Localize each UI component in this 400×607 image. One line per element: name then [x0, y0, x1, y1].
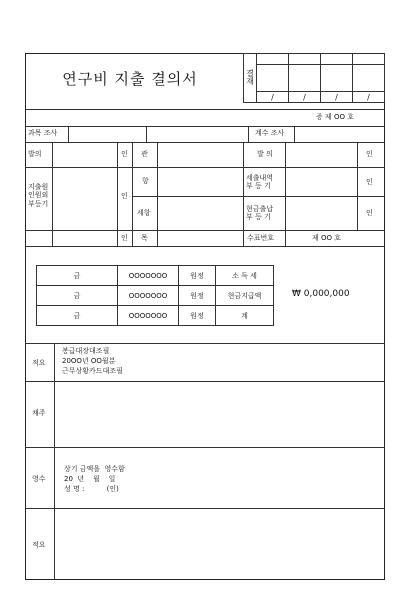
divider — [157, 142, 158, 246]
approval-box — [243, 53, 385, 103]
amount-table — [36, 265, 274, 326]
amount-unit: 원정 — [179, 286, 216, 306]
divider — [132, 196, 384, 197]
receipt-line: 20 년 월 일 — [64, 475, 116, 483]
divider — [25, 142, 385, 143]
divider — [243, 142, 244, 246]
approval-sign-cell[interactable] — [353, 65, 385, 92]
divider — [68, 126, 69, 142]
seal-mark: 인 — [366, 209, 373, 217]
approval-date: / — [353, 92, 385, 103]
amount-value: OOOOOOO — [118, 286, 179, 306]
audit-label: 계수 조사 — [255, 129, 285, 137]
proposal-label: 발 의 — [257, 150, 273, 158]
amount-row — [37, 286, 274, 306]
divider — [25, 109, 385, 110]
divider — [117, 142, 118, 246]
subject-label: 과목 조사 — [28, 129, 58, 137]
divider — [25, 508, 385, 509]
divider — [25, 381, 385, 382]
amount-unit: 원정 — [179, 266, 216, 286]
seal-mark: 인 — [121, 192, 128, 200]
form-title: 연구비 지출 결의서 — [62, 70, 198, 88]
receipt-label: 영수 — [32, 475, 46, 483]
approval-sign-cell[interactable] — [321, 65, 353, 92]
debtor-label: 채주 — [32, 409, 46, 417]
divider — [294, 126, 295, 142]
divider — [25, 126, 385, 127]
amount-item: 현금지급액 — [216, 286, 274, 306]
summary-line: 20OO년 OO월분 — [62, 357, 116, 365]
divider — [25, 447, 385, 448]
receipt-line: 상기 금액을 영수함 — [64, 465, 125, 473]
divider — [25, 343, 385, 344]
divider — [54, 343, 55, 580]
amount-unit: 원정 — [179, 306, 216, 326]
account-label: 목 — [141, 234, 148, 242]
amount-item: 소 득 세 — [216, 266, 274, 286]
approval-cell[interactable] — [257, 54, 289, 65]
divider — [25, 230, 385, 231]
seal-mark: 인 — [366, 178, 373, 186]
amount-label: 금 — [37, 306, 118, 326]
amount-row — [37, 266, 274, 286]
amount-label: 금 — [37, 286, 118, 306]
item-label: 항 — [142, 177, 149, 185]
approval-date: / — [257, 92, 289, 103]
seal-mark: 인 — [366, 150, 373, 158]
expense-ledger-label: 세출내역 부 등 기 — [246, 174, 274, 191]
remarks-label: 적요 — [32, 541, 46, 549]
divider — [52, 142, 53, 246]
subitem-label: 세항 — [137, 209, 151, 217]
divider — [146, 126, 147, 142]
approval-cell[interactable] — [353, 54, 385, 65]
cash-ledger-label: 현금출납 부 등 기 — [246, 205, 274, 222]
amount-label: 금 — [37, 266, 118, 286]
ledger-label: 지출원 인원외 부등기 — [28, 183, 49, 208]
seal-mark: 인 — [121, 150, 128, 158]
management-label: 관 — [141, 150, 148, 158]
proposal-label: 발의 — [28, 150, 42, 158]
approval-label: 결재 — [244, 54, 257, 103]
amount-row — [37, 306, 274, 326]
summary-line: 봉급대장대조필 — [62, 347, 110, 355]
check-number-value: 제 OO 호 — [312, 234, 341, 242]
check-number-label: 수표번호 — [247, 234, 275, 242]
approval-date: / — [289, 92, 321, 103]
divider — [25, 167, 385, 168]
divider — [248, 126, 249, 142]
divider — [132, 142, 133, 246]
approval-sign-cell[interactable] — [289, 65, 321, 92]
divider — [25, 246, 385, 247]
summary-label: 적요 — [32, 359, 46, 367]
approval-cell[interactable] — [289, 54, 321, 65]
approval-sign-cell[interactable] — [257, 65, 289, 92]
approval-cell[interactable] — [321, 54, 353, 65]
voucher-number: 증 제 OO 호 — [316, 113, 354, 121]
divider — [357, 142, 358, 230]
seal-mark: 인 — [121, 234, 128, 242]
summary-line: 근무상황카드대조필 — [62, 367, 123, 375]
divider — [285, 142, 286, 246]
total-amount: ₩ 0,000,000 — [292, 289, 350, 299]
approval-date: / — [321, 92, 353, 103]
amount-item: 계 — [216, 306, 274, 326]
amount-value: OOOOOOO — [118, 306, 179, 326]
receipt-line: 성 명 : (인) — [64, 485, 119, 493]
amount-value: OOOOOOO — [118, 266, 179, 286]
